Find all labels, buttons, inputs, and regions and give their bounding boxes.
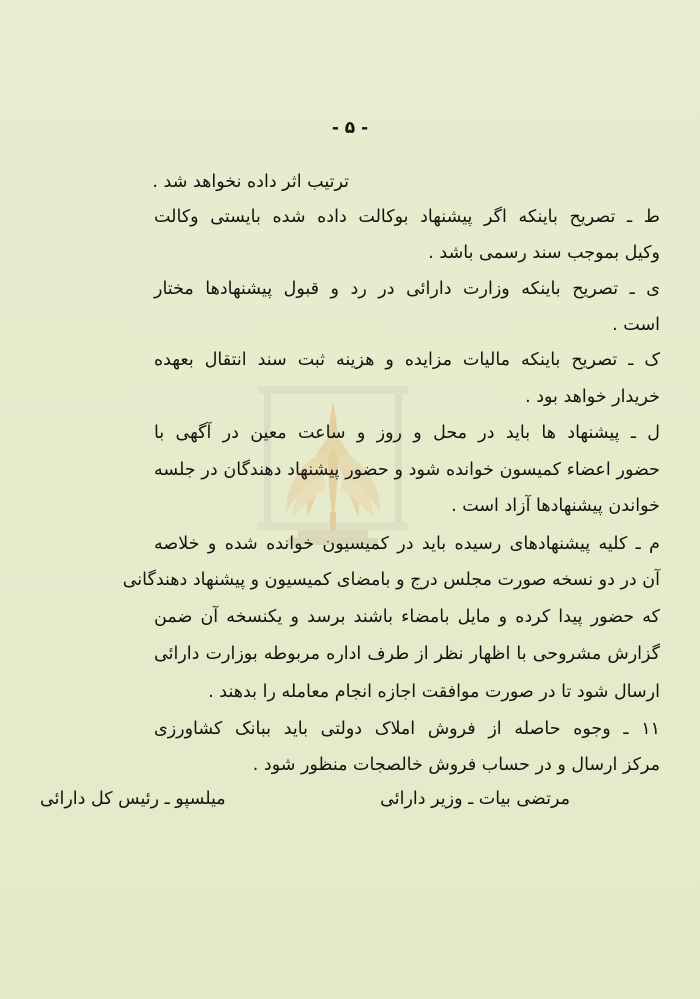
text-line-16: ۱۱ ـ وجوه حاصله از فروش املاک دولتی باید ببانک کشاورزی bbox=[154, 719, 660, 739]
text-line-14: گزارش مشروحی با اظهار نظر از طرف اداره مربوطه بوزارت دارائی bbox=[154, 644, 660, 664]
text-line-9: حضور اعضاء کمیسون خوانده شود و حضور پیشنهاد دهندگان در جلسه bbox=[154, 460, 660, 480]
text-line-11: م ـ کلیه پیشنهادهای رسیده باید در کمیسیون خوانده شده و خلاصه bbox=[154, 534, 660, 554]
text-line-10: خواندن پیشنهادها آزاد است . bbox=[451, 496, 660, 516]
signature-administrator-general: میلسپو ـ رئیس کل دارائی bbox=[40, 789, 226, 809]
text-line-8: ل ـ پیشنهاد ها باید در محل و روز و ساعت معین در آگهی با bbox=[154, 423, 660, 443]
text-line-17: مرکز ارسال و در حساب فروش خالصجات منظور شود . bbox=[252, 755, 660, 775]
signature-block bbox=[40, 789, 570, 815]
text-line-7: خریدار خواهد بود . bbox=[525, 387, 660, 407]
page-number: - ۵ - bbox=[331, 118, 369, 138]
text-line-15: ارسال شود تا در صورت موافقت اجازه انجام معامله را بدهند . bbox=[208, 682, 660, 702]
text-line-1: ترتیب اثر داده نخواهد شد . bbox=[152, 172, 349, 192]
text-line-12: آن در دو نسخه صورت مجلس درج و بامضای کمیسیون و پیشنهاد دهندگانی bbox=[122, 570, 660, 590]
text-line-2: ط ـ تصریح باینکه اگر پیشنهاد بوکالت داده شده بایستی وکالت bbox=[154, 207, 660, 227]
text-line-3: وکیل بموجب سند رسمی باشد . bbox=[428, 243, 660, 263]
text-line-6: ک ـ تصریح باینکه مالیات مزایده و هزینه ثبت سند انتقال بعهده bbox=[154, 350, 660, 370]
text-line-5: است . bbox=[612, 315, 660, 335]
text-line-4: ی ـ تصریح باینکه وزارت دارائی در رد و قبول پیشنهادها مختار bbox=[154, 279, 660, 299]
text-line-13: که حضور پیدا کرده و مایل بامضاء باشند برسد و یکنسخه آن ضمن bbox=[154, 607, 660, 627]
signature-finance-minister: مرتضی بیات ـ وزیر دارائی bbox=[380, 789, 570, 809]
